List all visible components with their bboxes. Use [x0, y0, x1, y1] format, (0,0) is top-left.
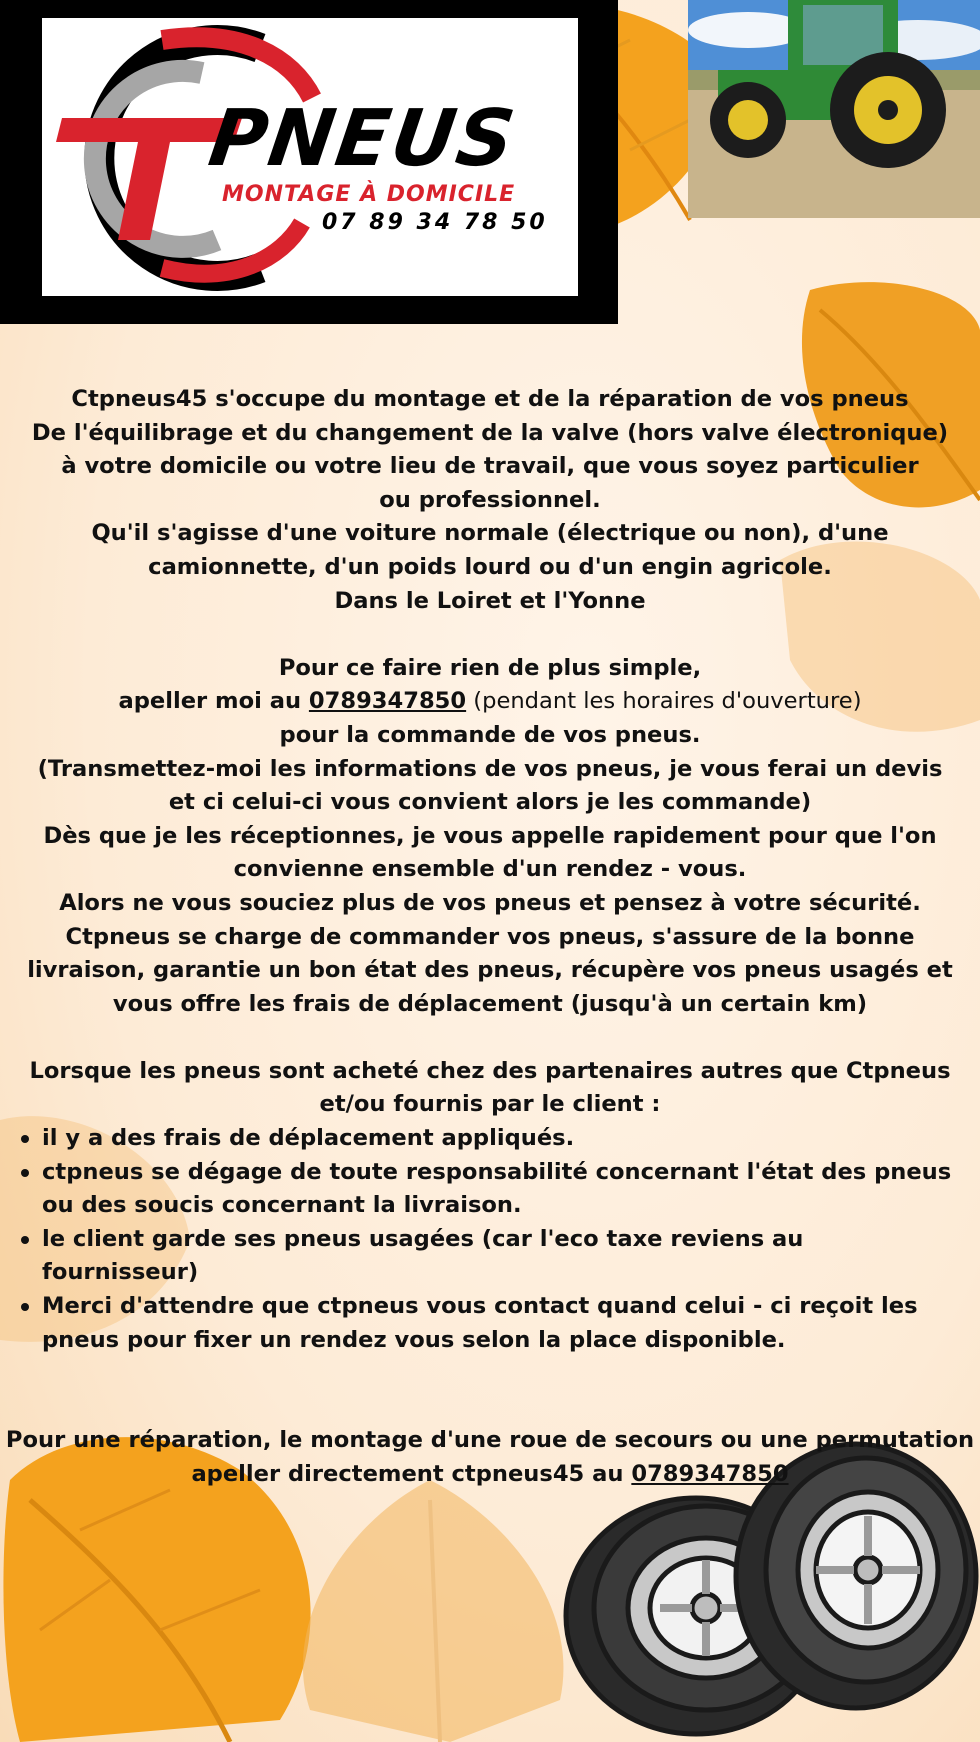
list-item: il y a des frais de déplacement appliqués. — [42, 1122, 980, 1156]
autumn-leaf-bottom-center — [280, 1480, 580, 1742]
logo-card — [42, 18, 578, 296]
process-line-4: (Transmettez-moi les informations de vos pneus, je vous ferai un devis et ci celui-ci vous convient alors je les commande) — [37, 755, 943, 816]
intro-line-1: Ctpneus45 s'occupe du montage et de la réparation de vos pneus — [71, 386, 909, 412]
process-call-suffix: (pendant les horaires d'ouverture) — [466, 688, 862, 715]
process-line-6: Alors ne vous souciez plus de vos pneus et pensez à votre sécurité. — [59, 889, 921, 916]
process-call-line — [0, 685, 980, 719]
process-line-1: Pour ce faire rien de plus simple, — [278, 654, 702, 681]
list-item: le client garde ses pneus usagées (car l'eco taxe reviens au fournisseur) — [42, 1223, 980, 1290]
conditions-list — [0, 1122, 980, 1357]
list-item: ctpneus se dégage de toute responsabilité concernant l'état des pneus ou des soucis concernant la livraison. — [42, 1156, 980, 1223]
repair-line-2 — [0, 1458, 980, 1492]
logo-frame — [0, 0, 618, 324]
list-item: Merci d'attendre que ctpneus vous contact quand celui - ci reçoit les pneus pour fixer un rendez vous selon la place disponible. — [42, 1290, 980, 1357]
logo-brand: PNEUS — [203, 94, 522, 184]
process-line-7: Ctpneus se charge de commander vos pneus, s'assure de la bonne livraison, garantie un bon état des pneus, récupère vos pneus usagés et vous offre les frais de déplacement (jusqu'à un certain km) — [27, 923, 953, 1017]
process-line-3: pour la commande de vos pneus. — [279, 721, 701, 748]
process-line-5: Dès que je les réceptionnes, je vous appelle rapidement pour que l'on convienne ensemble d'un rendez - vous. — [43, 822, 937, 883]
intro-line-2: De l'équilibrage et du changement de la valve (hors valve électronique) — [31, 419, 949, 446]
conditions-intro: Lorsque les pneus sont acheté chez des partenaires autres que Ctpneus et/ou fournis par le client : — [29, 1057, 951, 1118]
intro-line-4: Qu'il s'agisse d'une voiture normale (électrique ou non), d'une camionnette, d'un poids lourd ou d'un engin agricole. — [91, 520, 889, 580]
main-content — [0, 383, 980, 1491]
repair-phone-link[interactable]: 0789347850 — [631, 1460, 789, 1487]
logo-subtitle: MONTAGE À DOMICILE — [222, 182, 516, 207]
process-call-prefix: apeller moi au — [118, 688, 309, 715]
intro-line-5: Dans le Loiret et l'Yonne — [334, 587, 646, 614]
intro-line-3: à votre domicile ou votre lieu de travail, que vous soyez particulier ou professionnel. — [61, 453, 919, 513]
repair-line-1: Pour une réparation, le montage d'une roue de secours ou une permutation — [5, 1427, 975, 1454]
repair-line-2-prefix: apeller directement ctpneus45 au — [191, 1460, 632, 1487]
tractor-photo — [688, 0, 980, 218]
phone-link[interactable]: 0789347850 — [308, 688, 467, 715]
logo-phone: 07 89 34 78 50 — [322, 210, 548, 235]
